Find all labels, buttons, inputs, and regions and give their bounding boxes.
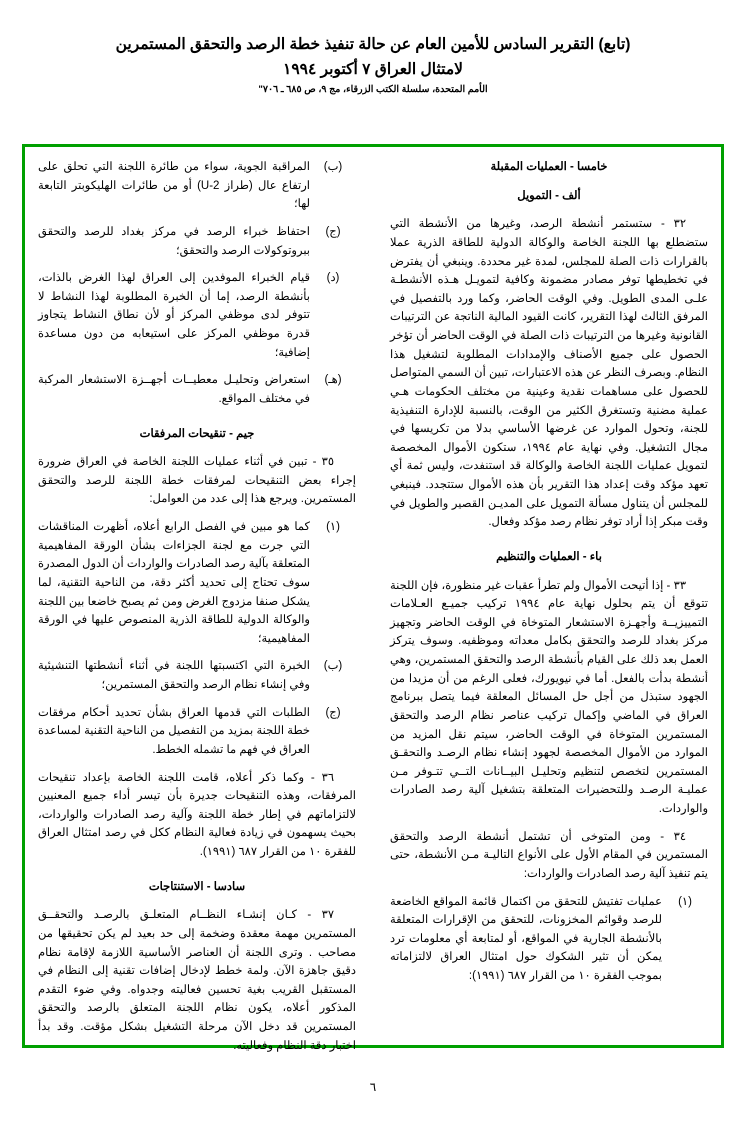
paragraph-37: ٣٧ - كـان إنشـاء النظــام المتعلـق بالرصـد والتحقــق المستمرين مهمة معقدة وضخمة إلى حد بعيد لم يكن تحقيقها من مصاحب . وترى اللجنة أن العناصر الأساسية اللازمة لإقامة نظام دقيق جاهزة الآن. ولمة خطط لإدخال إضافات تقنية إلى النظام في المستقبل القريب بغية تحسين فعاليته وجدواه. وفي ضوء التقدم المذكور أعلاه، يكون نظام اللجنة المتعلق بالرصد والتحقق المستمرين قد دخل الآن مرحلة التشغيل بشكل مؤقت. وقد بدأ اختبار دقة النظام وفعاليته. <box>38 909 356 1052</box>
subsection-heading-baa: باء - العمليات والتنظيم <box>496 550 602 563</box>
list-item-marker: (ب) <box>323 660 343 673</box>
list-item-marker: (ب) <box>323 161 343 173</box>
list-item-text: الخبرة التي اكتسبتها اللجنة في أثناء أنشطتها التنشيئية وفي إنشاء نظام الرصد والتحقق المستمرين؛ <box>38 660 310 691</box>
page-header <box>30 34 716 95</box>
list-item <box>38 704 356 760</box>
subsection-heading-alef: ألف - التمويل <box>517 189 581 202</box>
section-heading-five: خامسا - العمليات المقبلة <box>490 161 608 173</box>
list-item-text: الطلبات التي قدمها العراق بشأن تحديد أحكام مرفقات خطة اللجنة بمزيد من التفصيل من الناحية التقنية لمساعدة العراق في فهم ما تشمله الخطط. <box>38 706 310 756</box>
list-item <box>38 158 356 214</box>
list-item <box>38 518 356 648</box>
document-title-line-2: لامتثال العراق ٧ أكتوبر ١٩٩٤ <box>283 61 463 79</box>
page-number: ٦ <box>369 1080 377 1094</box>
document-title-line-1: (تابع) التقرير السادس للأمين العام عن حالة تنفيذ خطة الرصد والتحقق المستمرين <box>115 36 631 53</box>
list-item <box>390 893 708 986</box>
list-item <box>38 657 356 694</box>
list-item-marker: (ج) <box>325 225 341 238</box>
subsection-heading-jim: جيم - تنقيحات المرفقات <box>139 427 255 440</box>
list-item-marker: (هـ) <box>324 374 342 387</box>
list-item-text: كما هو مبين في الفصل الرابع أعلاه، أظهرت المناقشات التي جرت مع لجنة الجزاءات بشأن الورقة المفاهيمية المتعلقة بآلية رصد الصادرات والواردات أن الدول المصدرة سوف تحتاج إلى تحديد أكثر دقة، من الناحية التقنية، لما يشكل صنفا مزدوج الغرض ومن ثم يصبح خاضعا بين اللجنة والوكالة الدولية للطاقة الذرية المنصوص عليها في الورقة المفاهيمية؛ <box>38 521 310 645</box>
list-item-marker: (١) <box>678 895 692 908</box>
list-item-text: استعراض وتحليـل معطيــات أجهــزة الاستشعار المركبة في مختلف المواقع. <box>38 374 310 405</box>
list-item-text: المراقبة الجوية، سواء من طائرة اللجنة التي تحلق على ارتفاع عال (طراز U-2) أو من طائرات الهليكوبتر التابعة لها؛ <box>38 161 310 211</box>
paragraph-34: ٣٤ - ومن المتوخى أن تشتمل أنشطة الرصد والتحقق المستمرين في المقام الأول على الأنواع التاليـة مـن الأنشطة، حتى يتم تنفيذ آلية رصد الصادرات والواردات: <box>390 830 708 880</box>
list-item <box>38 371 356 408</box>
paragraph-35: ٣٥ - تبين في أثناء عمليات اللجنة الخاصة في العراق ضرورة إجراء بعض التنقيحات لمرفقات خطة اللجنة للرصد والتحقق المستمرين. ويرجع هذا إلى عدد من العوامل: <box>38 456 356 506</box>
list-item-text: قيام الخبراء الموفدين إلى العراق لهذا الغرض بالذات، بأنشطة الرصد، إما أن الخبرة المطلوبة لهذا النشاط لا تتوفر لدى موظفي المركز أو لأن نطاق النشاط يتجاوز قدرة موظفي المركز على استيعابه من دون مساعدة إضافية؛ <box>38 272 310 359</box>
section-heading-six: سادسا - الاستنتاجات <box>148 880 246 893</box>
column-left <box>38 158 360 1052</box>
body-columns <box>38 158 708 1052</box>
list-item-text: احتفاظ خبراء الرصد في مركز بغداد للرصد والتحقق ببروتوكولات الرصد والتحقق؛ <box>38 225 310 257</box>
list-item <box>38 269 356 362</box>
list-item <box>38 223 356 260</box>
list-item-marker: (د) <box>326 272 340 285</box>
document-source-line: الأمم المتحدة، سلسلة الكتب الزرقاء، مج ٩، ص ٦٨٥ ـ ٧٠٦" <box>258 83 488 95</box>
list-item-marker: (١) <box>326 521 340 533</box>
paragraph-33: ٣٣ - إذا أتيحت الأموال ولم تطرأ عقبات غير منظورة، فإن اللجنة تتوقع أن يتم بحلول نهاية عام ١٩٩٤ تركيب جميـع العـلامات التمييزيــة وأجهـزة الاستشعار المتوخاة في الوقت الحاضر وتجهيز مركز بغداد للرصد والتحقق بكامل معداته وموظفيه. وسوف يتركز العمل بعد ذلك على القيام بأنشطة الرصد والتحقق المستمرين، وهي أنشطة بدأت بالفعل. أما في نيويورك، فعلى الرغم من أن مزيدا من الجهود ستبذل من أجل حل المسائل المعلقة فيما يتصل ببرنامج العراق في الماضي وإكمال تركيب عناصر نظام الرصد والتحقق المستمرين المتوخاة في الوقت الحاضر، سيتم نقل المزيد من الموارد من الأموال المخصصة لجهود إنشاء نظام الرصـد والتحقـق المستمرين لتخصص لتنظيم وتحليـل البيــانات التــي تتـوفر مـن عمليـة الرصـد وللتحضيرات المتعلقة بتشغيل آلية رصد الصادرات والواردات. <box>390 579 708 815</box>
paragraph-36: ٣٦ - وكما ذكر أعلاه، قامت اللجنة الخاصة بإعداد تنقيحات المرفقات، وهذه التنقيحات جديرة بأن تيسر أداء جميع المعنيين لالتزاماتهم في إطار خطة اللجنة وآلية رصد الصادرات والواردات، بحيث يسهمون في زيادة فعالية النظام ككل في رصد امتثال العراق للفقرة ١٠ من القرار ٦٨٧ (١٩٩١). <box>38 771 356 858</box>
list-item-marker: (ج) <box>325 706 341 719</box>
paragraph-32: ٣٢ - ستستمر أنشطة الرصد، وغيرها من الأنشطة التي ستضطلع بها اللجنة الخاصة والوكالة الدولية للطاقة الذرية عملا بالقرارات ذات الصلة للمجلس، لمدة غير محددة. وينبغي أن يفترض في تخطيطها توفر مصادر مضمونة وكافية لتمويـل هـذه الأنشطـة علـى المدى الطويل. وفي الوقت الحاضر، وكما ورد بالتفصيل في المرفق الثالث لهذا التقرير، كانت القيود المالية الناتجة عن الترتيبات القانونية وغيرها من الترتيبات ذات الصلة في الوقت الحاضر أن تؤخر الحصول على جميع الأصناف والإمدادات المطلوبة لتشغيل هذا النظام. وبصرف النظر عن هذه الاعتبارات، تبين أن السمي المتواصل للحصول على مساهمات نقدية وعينية من مختلف الحكومات هـي عملية مضنية وتستغرق الكثير من الوقت، بالنسبة للإدارة التنفيذية للجنة، وتحول الموارد عن غرضها الأساسي بدلا من تكريسها في مجال التشغيل. وفي نهاية عام ١٩٩٤، ستكون الأموال المخصصة لتمويل عمليات اللجنة الخاصة والوكالة قد استنفدت، وليس ثمة أي تعهد مؤكد وقت إعداد هذا التقرير بأن هذه الأموال ستتجدد. فينبغي للمجلس أن يتناول مسألة التمويل على المديـن القصير والطويل في وقت مبكر إذا أراد توفر نظام رصد مؤكد وفعال. <box>390 218 708 529</box>
list-item-text: عمليات تفتيش للتحقق من اكتمال قائمة المواقع الخاضعة للرصد وقوائم المخزونات، للتحقق من الإقرارات المتعلقة بالأنشطة الجارية في المواقع، أو لمتابعة أي معلومات ترد يمكن أن تثير الشكوك حول امتثال العراق لالتزاماته بموجب الفقرة ١٠ من القرار ٦٨٧ (١٩٩١): <box>390 895 662 982</box>
column-right <box>386 158 708 1036</box>
